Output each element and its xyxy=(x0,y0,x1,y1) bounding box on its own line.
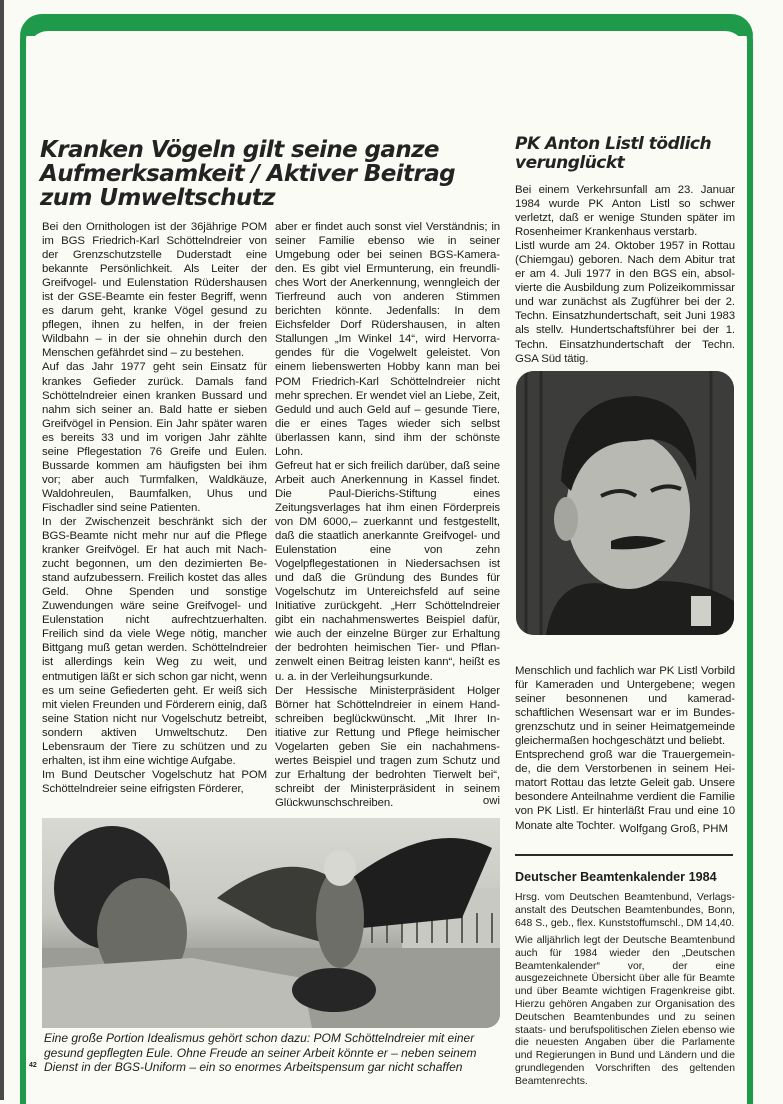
paragraph: Bei einem Verkehrsunfall am 23. Januar 1984 wurde PK Anton Listl so schwer verletzt, daß er wenige Stunden später im Rosenheimer Krankenhaus verstarb. xyxy=(515,184,735,239)
paragraph: Entsprechend groß war die Trauergemeinde, die dem Verstorbenen in seinem Heimatort Rottau das letzte Geleit gab. Unsere besondere Anteilnahme verdient die Familie von PK Listl. Er hinterläßt Frau und eine 10 Monate alte Tochter. xyxy=(515,749,735,832)
paragraph: In der Zwischenzeit beschränkt sich der BGS-Beamte nicht mehr nur auf die Pflege kranker Greifvögel. Er hat auch mit Nachzucht begonnen, um den dezimierten Bestand aufzubessern. Freilich kostet das alles Geld. Ohne Spenden und sonstige Zuwendungen wäre seine Greifvogel- und Eulenstation nicht aufrechtzuerhalten. Freilich sind da viele Wege nötig, mancher Bittgang muß getan werden. Schöttelndreier ist allerdings kein Weg zu weit, und entmutigen läßt er sich schon gar nicht, wenn es um seine Gefiederten geht. Er weiß sich mit vielen Freunden und Förderern einig, daß seine Station nicht nur Vogelschutz betreibt, sondern aktiven Umweltschutz. Den Lebensraum der Tiere zu schützen und zu erhalten, ist ihm eine wichtige Aufgabe. xyxy=(42,515,267,767)
article-headline: Kranken Vögeln gilt seine ganze Aufmerksamkeit / Aktiver Beitrag zum Umweltschutz xyxy=(40,137,455,211)
section-divider xyxy=(515,854,733,856)
paragraph: Der Hessische Ministerpräsident Holger Börner hat Schöttelndreier in einem Handschreiben beglückwünscht. „Mit Ihrer Initiative zur Rettung und Pflege heimischer Vogelarten geben Sie ein nachahmenswertes Beispiel und tragen zum Schutz und zur Erhaltung der bedrohten Tierwelt bei“, schreibt der Ministerpräsident in seinem Glückwunschschreiben. xyxy=(275,684,500,809)
obituary-author: Wolfgang Groß, PHM xyxy=(619,823,728,835)
photo-illustration xyxy=(42,818,500,1028)
page-edge xyxy=(0,0,4,1100)
paragraph: Auf das Jahr 1977 geht sein Einsatz für krankes Gefieder zurück. Damals fand Schöttelndreier einen kranken Bussard und nahm sich seiner an. Bald hatte er sieben Greifvögel in Pension. Ein Jahr später waren es bereits 33 und im vorigen Jahr zählte seine Pflegestation 76 Greife und Eulen. Bussarde kommen am häufigsten bei ihm vor; aber auch Turmfalken, Waldkäuze, Waldohreulen, Baumfalken, Uhus und Fischadler sind seine Patienten. xyxy=(42,361,267,514)
paragraph: Listl wurde am 24. Oktober 1957 in Rottau (Chiemgau) geboren. Nach dem Abitur trat er am 4. Juli 1977 in den BGS ein, absolvierte die Ausbildung zum Polizeikommissar und war zunächst als Zugführer bei der 2. Techn. Einsatzhundertschaft, seit Juni 1983 als stellv. Hundertschaftsführer bei der 1. Techn. Einsatzhundertschaft der Techn. GSA Süd tätig. xyxy=(515,240,735,365)
paragraph: Gefreut hat er sich freilich darüber, daß seine Arbeit auch Anerkennung in Kassel findet. Die Paul-Dierichs-Stiftung eines Zeitungsverlages hat ihm einen Förderpreis von DM 6000,– zuerkannt und festgestellt, daß die staatlich anerkannte Greifvogel- und Eulenstation eine von zehn Vogelpflegestationen in Niedersachsen ist und daß die Gründung des Bundes für Vogelschutz im Untereichsfeld auf seine Initiative zurückgeht. „Herr Schöttelndreier gibt ein nachahmenswertes Beispiel dafür, wie auch der einzelne Bürger zur Erhaltung der bedrohten heimischen Tier- und Pflanzenwelt einen Beitrag leisten kann“, heißt es u. a. in der Verleihungsurkunde. xyxy=(275,459,500,683)
article-author: owi xyxy=(482,795,500,807)
obituary-text-bottom xyxy=(515,664,735,833)
paragraph: Bei den Ornithologen ist der 36jährige POM im BGS Friedrich-Karl Schöttelndreier von der Grenzschutzstelle Duderstadt eine bekannte Persönlichkeit. Als Leiter der Greifvogel- und Eulenstation Rüdershausen ist der GSE-Beamte ein fester Begriff, wenn es darum geht, kranke Vögel gesund zu pflegen, ihnen zu helfen, in der freien Wildbahn – in der sie ohnehin durch den Menschen gefährdet sind – zu bestehen. xyxy=(42,221,267,360)
portrait-illustration xyxy=(516,371,734,635)
book-bibliography xyxy=(515,892,735,930)
paragraph: Menschlich und fachlich war PK Listl Vorbild für Kameraden und Untergebene; wegen seiner besonnenen und kameradschaftlichen Wesensart war er im Bundesgrenzschutz und in seiner Heimatgemeinde gleichermaßen hochgeschätzt und beliebt. xyxy=(515,665,735,748)
article-column-1 xyxy=(42,220,267,796)
book-review-body xyxy=(515,935,735,1089)
paragraph: aber er findet auch sonst viel Verständnis; in seiner Familie ebenso wie in seiner Umgebung oder bei seinen BGS-Kameraden. Es gibt viel Ermunterung, ein freundliches Wort der Anerkennung, wenngleich der Tierfreund auch von anderen Stimmen berichten könnte. Jedenfalls: In dem Eichsfelder Dorf Rüdershausen, in alten Stallungen „Im Winkel 14“, wird Hervorragendes für die Vogelwelt geleistet. Von einem liebenswerten Hobby kann man bei POM Friedrich-Karl Schöttelndreier nicht mehr sprechen. Er wendet viel an Liebe, Zeit, Geduld und auch Geld auf – gesunde Tiere, die er eines Tages wieder sich selbst überlassen kann, sind ihm der schönste Lohn. xyxy=(275,221,500,458)
frame-inner xyxy=(28,31,745,71)
photo-caption: Eine große Portion Idealismus gehört schon dazu: POM Schöttelndreier mit einer gesund gepflegten Eule. Ohne Freude an seiner Arbeit könnte er – neben seinem Dienst in der BGS-Uniform – ein so enormes Arbeitspensum gar nicht schaffen xyxy=(44,1031,477,1074)
obituary-text-top xyxy=(515,183,735,366)
portrait-photo xyxy=(516,371,734,635)
photo-man-with-bird xyxy=(42,818,500,1028)
obituary-headline: PK Anton Listl tödlich verunglückt xyxy=(515,134,712,173)
page-number: 42 xyxy=(29,1062,37,1069)
book-review-headline: Deutscher Beamtenkalender 1984 xyxy=(515,870,717,884)
article-column-2 xyxy=(275,220,500,810)
paragraph: Im Bund Deutscher Vogelschutz hat POM Schöttelndreier seine eifrigsten Förderer, xyxy=(42,768,267,795)
paragraph: Wie alljährlich legt der Deutsche Beamtenbund auch für 1984 wieder den „Deutschen Beamtenkalender“ vor, der eine ausgezeichnete Übersicht über alle für Beamte und über Beamte wichtigen Fragenkreise gibt. Hierzu gehören Angaben zur Organisation des Deutschen Beamtenbundes und zu seinen staats- und berufspolitischen Zielen ebenso wie die neuesten Angaben über die Parlamente und Regierungen in Bund und Ländern und die grundlegenden Vorschriften des geltenden Beamtenrechts. xyxy=(515,935,735,1087)
paragraph: Hrsg. vom Deutschen Beamtenbund, Verlagsanstalt des Deutschen Beamtenbundes, Bonn, 648 S., geb., flex. Kunststoffumschl., DM 14,40. xyxy=(515,892,735,929)
